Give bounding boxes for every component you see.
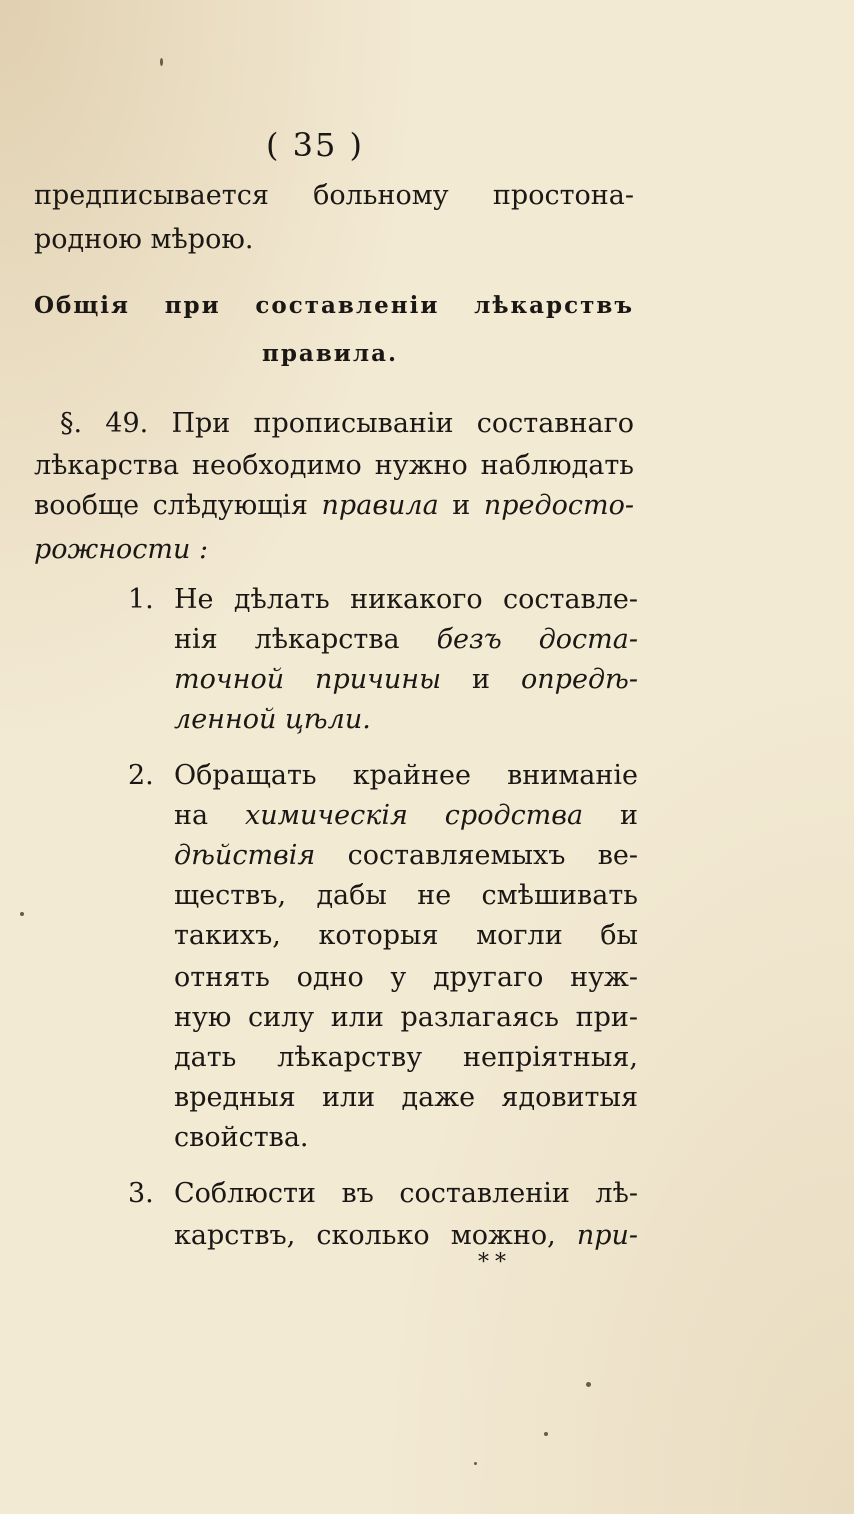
- text-span: нiя лѣкарства: [174, 624, 437, 655]
- list-item-line: [174, 1216, 638, 1256]
- paragraph-49-line: [34, 486, 634, 526]
- paper-speck: [544, 1432, 548, 1436]
- list-item-line: отнять одно у другаго нуж-: [174, 962, 638, 993]
- signature-mark: **: [478, 1250, 512, 1275]
- list-item-line: Не дѣлать никакого составле-: [174, 584, 638, 615]
- list-number: 3.: [128, 1178, 154, 1209]
- section-heading: Общiя при составленiи лѣкарствъ: [34, 292, 634, 319]
- text-span: и: [583, 800, 638, 831]
- text-span: вообще слѣдующiя: [34, 490, 322, 521]
- list-item-line: ную силу или разлагаясь при-: [174, 1002, 638, 1033]
- paper-speck: [160, 58, 163, 66]
- text-line: родною мѣрою.: [34, 224, 254, 255]
- list-number: 2.: [128, 760, 154, 791]
- italic-term: опредѣ-: [521, 664, 638, 695]
- paper-speck: [20, 912, 24, 916]
- italic-term: безъ доста-: [436, 624, 639, 655]
- italic-term: предосто-: [483, 490, 634, 521]
- list-item-line: такихъ, которыя могли бы: [174, 920, 638, 951]
- list-item-line: [174, 660, 638, 700]
- italic-term: дѣйствiя: [174, 840, 316, 871]
- list-item-line: [174, 796, 638, 836]
- text-line: предписывается больному простона-: [34, 180, 634, 211]
- list-item-line: Соблюсти въ составленiи лѣ-: [174, 1178, 638, 1209]
- paragraph-49-line: лѣкарства необходимо нужно наблюдать: [34, 450, 634, 481]
- list-item-line: ленной цѣли.: [174, 704, 371, 735]
- paper-speck: [586, 1382, 591, 1387]
- list-number: 1.: [128, 584, 154, 615]
- list-item-line: вредныя или даже ядовитыя: [174, 1082, 638, 1113]
- list-item-line: [174, 620, 638, 660]
- text-span: и: [438, 490, 484, 521]
- paper-speck: [474, 1462, 477, 1465]
- text-span: составляемыхъ ве-: [315, 840, 638, 871]
- list-item-line: свойства.: [174, 1122, 309, 1153]
- page-number: ( 35 ): [266, 126, 365, 164]
- text-span: и: [441, 664, 522, 695]
- section-heading-continued: правила.: [262, 340, 398, 367]
- text-span: карствъ, сколько можно,: [174, 1220, 577, 1251]
- italic-term: при-: [576, 1220, 638, 1251]
- paragraph-49-line: §. 49. При прописыванiи составнаго: [60, 408, 634, 439]
- text-span: на: [174, 800, 245, 831]
- italic-term: точной причины: [174, 664, 442, 695]
- list-item-line: дать лѣкарству непрiятныя,: [174, 1042, 638, 1073]
- list-item-line: ществъ, дабы не смѣшивать: [174, 880, 638, 911]
- list-item-line: Обращать крайнее вниманiе: [174, 760, 638, 791]
- italic-term: химическiя сродства: [244, 800, 584, 831]
- paragraph-49-line: рожности :: [34, 534, 209, 565]
- list-item-line: [174, 836, 638, 876]
- italic-term: правила: [321, 490, 439, 521]
